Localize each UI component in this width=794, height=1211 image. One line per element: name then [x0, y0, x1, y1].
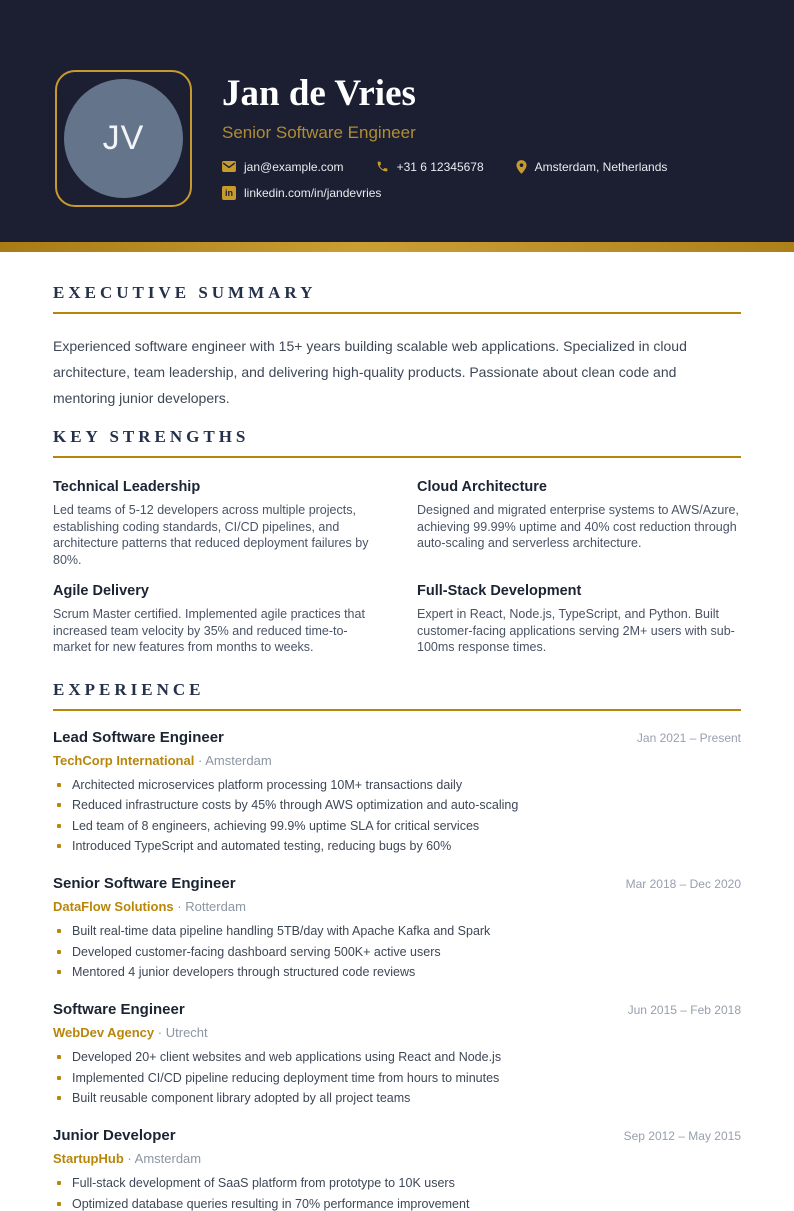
bullet-text: Architected microservices platform processing 10M+ transactions daily [72, 777, 463, 792]
bullet-dot-icon [57, 1202, 61, 1206]
person-name: Jan de Vries [222, 73, 416, 114]
bullet-text: Reduced infrastructure costs by 45% through AWS optimization and auto-scaling [72, 798, 519, 812]
contact-location [516, 160, 668, 174]
bullet-item [53, 778, 741, 792]
bullet-dot-icon [57, 803, 61, 807]
company-location: Amsterdam [205, 752, 272, 768]
strength-item-cloud-architecture [417, 479, 741, 568]
company-location: Rotterdam [185, 899, 246, 914]
bullet-item [53, 798, 741, 812]
bullet-item [53, 1091, 741, 1105]
strength-description: Scrum Master certified. Implemented agile practices that increased team velocity by 35% and reduced time-to-market for new features from months to weeks. [53, 607, 365, 654]
strength-title: Full-Stack Development [417, 583, 582, 599]
bullet-item [53, 1050, 741, 1064]
strengths-grid [53, 479, 741, 656]
company-separator: · [177, 899, 182, 914]
bullet-text: Implemented CI/CD pipeline reducing deployment time from hours to minutes [72, 1070, 500, 1085]
phone-icon [376, 160, 389, 173]
contact-phone-text: +31 6 12345678 [396, 159, 484, 174]
strength-title: Cloud Architecture [417, 479, 547, 495]
job-software-engineer [53, 1001, 741, 1105]
bullet-dot-icon [57, 1096, 61, 1100]
header-info [222, 70, 667, 200]
job-dates: Sep 2012 – May 2015 [623, 1129, 741, 1143]
job-head [53, 875, 741, 892]
bullet-dot-icon [57, 929, 61, 933]
contact-row-secondary [222, 186, 667, 200]
person-job-title: Senior Software Engineer [222, 122, 416, 142]
company-separator: · [157, 1025, 163, 1040]
bullet-item [53, 839, 741, 853]
company-name: DataFlow Solutions [53, 899, 174, 914]
contact-row-primary [222, 160, 667, 174]
job-title: Junior Developer [53, 1127, 176, 1144]
bullet-dot-icon [57, 1181, 61, 1185]
job-head [53, 729, 741, 746]
bullet-dot-icon [57, 844, 61, 848]
bullet-text: Developed 20+ client websites and web applications using React and Node.js [72, 1050, 502, 1064]
strength-title: Agile Delivery [53, 583, 149, 599]
section-key-strengths [53, 427, 741, 656]
job-senior-software-engineer [53, 875, 741, 979]
bullet-item [53, 1071, 741, 1085]
bullet-item [53, 924, 741, 938]
company-location: Amsterdam [134, 1151, 202, 1166]
bullet-dot-icon [57, 970, 61, 974]
section-experience [53, 680, 741, 1211]
gold-accent-band [0, 242, 794, 252]
bullet-text: Built real-time data pipeline handling 5TB/day with Apache Kafka and Spark [72, 924, 491, 938]
avatar [64, 79, 183, 198]
section-heading-summary: EXECUTIVE SUMMARY [53, 283, 741, 314]
bullet-item [53, 1176, 741, 1190]
job-dates: Jan 2021 – Present [636, 730, 741, 745]
resume-header [0, 0, 794, 242]
job-bullets [53, 1176, 741, 1211]
avatar-initials: JV [102, 119, 145, 157]
section-executive-summary [53, 283, 741, 411]
company-name: StartupHub [53, 1151, 124, 1166]
bullet-dot-icon [57, 1055, 61, 1059]
strength-item-full-stack [417, 583, 741, 656]
job-junior-developer [53, 1127, 741, 1211]
company-row [53, 899, 741, 914]
contact-email [222, 160, 344, 174]
bullet-dot-icon [57, 783, 61, 787]
job-dates: Jun 2015 – Feb 2018 [627, 1003, 741, 1017]
company-separator: · [127, 1151, 132, 1166]
job-bullets [53, 1050, 741, 1105]
job-title: Senior Software Engineer [53, 875, 236, 892]
company-name: WebDev Agency [53, 1025, 155, 1040]
resume-body [0, 252, 794, 1211]
job-bullets [53, 924, 741, 979]
company-location: Utrecht [165, 1025, 208, 1040]
bullet-text: Led team of 8 engineers, achieving 99.9% uptime SLA for critical services [72, 818, 480, 833]
section-heading-strengths: KEY STRENGTHS [53, 427, 741, 458]
strength-description: Designed and migrated enterprise systems to AWS/Azure, achieving 99.99% uptime and 40% cost reduction through auto-scaling and serverless architecture. [417, 503, 739, 550]
bullet-dot-icon [57, 1076, 61, 1080]
strength-item-agile-delivery [53, 583, 377, 656]
contact-linkedin [222, 186, 381, 200]
summary-paragraph: Experienced software engineer with 15+ years building scalable web applications. Specialized in cloud architecture, team leadership, and delivering high-quality products. Passionate about clean code and mentoring junior developers. [53, 338, 687, 406]
job-title: Software Engineer [53, 1001, 185, 1018]
strength-description: Expert in React, Node.js, TypeScript, and Python. Built customer-facing applications serving 2M+ users with sub-100ms response times. [417, 607, 735, 654]
bullet-item [53, 965, 741, 979]
bullet-item [53, 1197, 741, 1211]
job-title: Lead Software Engineer [53, 728, 224, 746]
bullet-text: Full-stack development of SaaS platform from prototype to 10K users [72, 1176, 455, 1190]
job-dates: Mar 2018 – Dec 2020 [625, 877, 741, 891]
section-heading-experience: EXPERIENCE [53, 680, 741, 711]
jobs-list [53, 729, 741, 1211]
job-bullets [53, 778, 741, 854]
company-name: TechCorp International [53, 752, 195, 768]
contact-email-text: jan@example.com [244, 159, 344, 174]
company-separator: · [197, 752, 203, 768]
strength-title: Technical Leadership [53, 479, 201, 495]
linkedin-icon: in [222, 186, 236, 200]
bullet-dot-icon [57, 950, 61, 954]
contact-linkedin-text: linkedin.com/in/jandevries [244, 185, 382, 200]
bullet-text: Developed customer-facing dashboard serving 500K+ active users [72, 944, 441, 959]
company-row [53, 1025, 741, 1040]
bullet-text: Mentored 4 junior developers through structured code reviews [72, 965, 416, 979]
job-head [53, 1127, 741, 1144]
company-row [53, 753, 741, 768]
bullet-dot-icon [57, 824, 61, 828]
job-lead-software-engineer [53, 729, 741, 854]
contact-location-text: Amsterdam, Netherlands [534, 159, 668, 174]
contact-phone [376, 160, 484, 174]
job-head [53, 1001, 741, 1018]
bullet-text: Optimized database queries resulting in 70% performance improvement [72, 1196, 470, 1211]
strength-item-technical-leadership [53, 479, 377, 568]
location-pin-icon [516, 160, 527, 174]
bullet-text: Introduced TypeScript and automated testing, reducing bugs by 60% [72, 839, 452, 853]
bullet-item [53, 819, 741, 833]
avatar-frame [55, 70, 192, 207]
envelope-icon [222, 161, 236, 172]
strength-description: Led teams of 5-12 developers across multiple projects, establishing coding standards, CI/CD pipelines, and architecture patterns that reduced deployment failures by 80%. [53, 503, 369, 567]
bullet-item [53, 945, 741, 959]
bullet-text: Built reusable component library adopted by all project teams [72, 1091, 411, 1105]
company-row [53, 1151, 741, 1166]
